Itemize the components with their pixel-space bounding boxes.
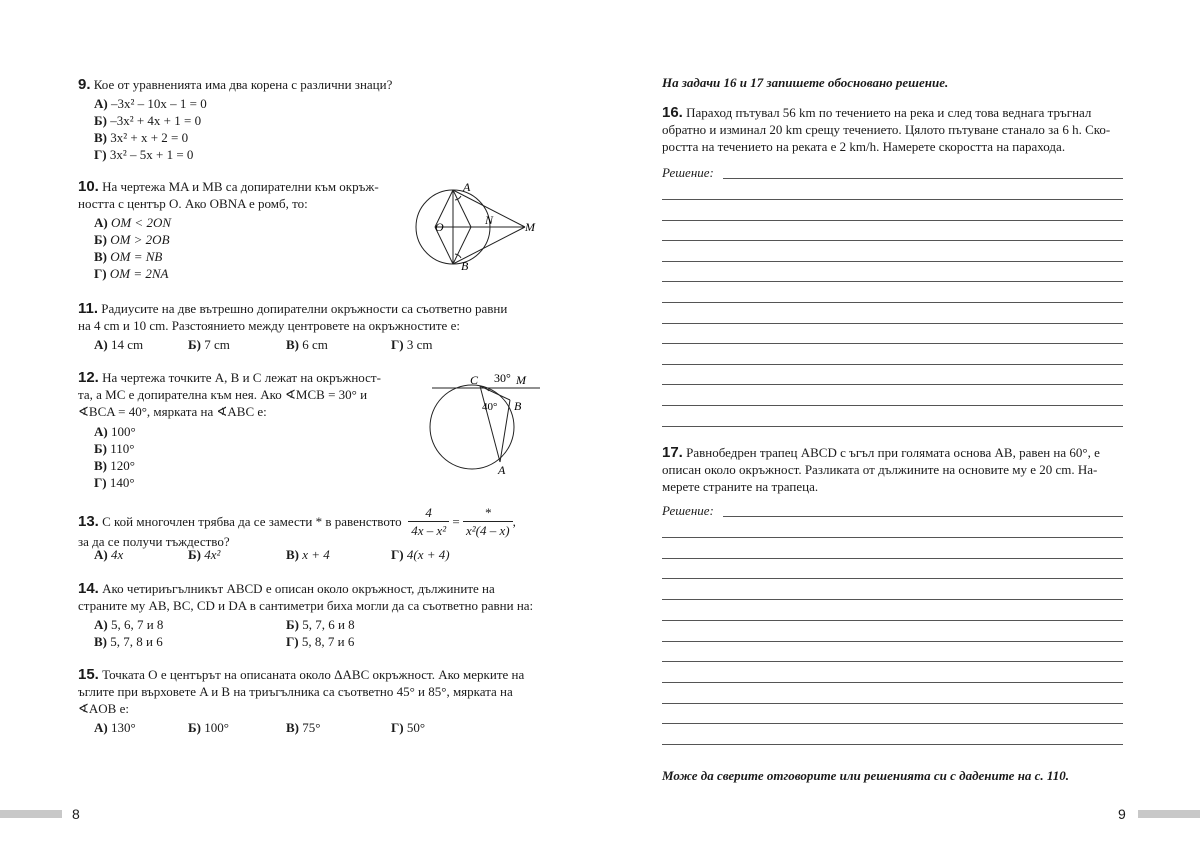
option-d: Г) 3x² – 5x + 1 = 0: [94, 147, 194, 162]
solution-label-16: Решение:: [662, 165, 714, 180]
option-d: Г) 4(x + 4): [391, 547, 450, 562]
option-b: Б) 110°: [94, 441, 135, 456]
question-text-line1: На чертежа MA и MB са допирателни към окръж-: [102, 179, 379, 194]
answer-line[interactable]: [662, 343, 1123, 344]
page-edge-bar: [1138, 810, 1200, 818]
option-a: А) –3x² – 10x – 1 = 0: [94, 96, 207, 111]
label-angle-40: 40°: [482, 401, 498, 413]
label-m: M: [525, 220, 535, 234]
option-c: В) x + 4: [286, 547, 330, 562]
question-text-line3: ∢BCA = 40°, мярката на ∢ABC е:: [78, 404, 267, 419]
option-d: Г) 3 cm: [391, 337, 433, 352]
question-text-line2: ността с център O. Ако OBNA е ромб, то:: [78, 196, 308, 211]
question-16: [662, 104, 1126, 155]
question-text-line2: ъглите при върховете A и B на триъгълника са съответно 45° и 85°, мярката на: [78, 684, 513, 699]
question-text-line3: ∢AOB е:: [78, 701, 129, 716]
question-text-line2: обратно и изминал 20 km срещу течението. Цялото пътуване станало за 6 h. Ско-: [662, 122, 1111, 137]
question-number: 11.: [78, 300, 99, 317]
answer-line[interactable]: [723, 178, 1123, 179]
answer-line[interactable]: [662, 281, 1123, 282]
question-number: 12.: [78, 369, 99, 386]
option-b: Б) 7 cm: [188, 337, 230, 352]
page-number: 9: [1118, 806, 1126, 822]
answer-line[interactable]: [662, 240, 1123, 241]
chord-ca: [480, 386, 500, 462]
q10-options: [94, 214, 171, 282]
option-b: Б) –3x² + 4x + 1 = 0: [94, 113, 202, 128]
question-number: 10.: [78, 178, 99, 195]
question-text-line2: за да се получи тъждество?: [78, 534, 230, 549]
question-text-line2: та, а MC е допирателна към нея. Ако ∢MCB = 30° и: [78, 387, 368, 402]
answer-line[interactable]: [662, 384, 1123, 385]
option-c: В) 120°: [94, 458, 135, 473]
question-10: [78, 178, 379, 212]
label-o: O: [435, 220, 444, 234]
answer-line[interactable]: [723, 516, 1123, 517]
answer-line[interactable]: [662, 220, 1123, 221]
answer-line[interactable]: [662, 558, 1123, 559]
label-b: B: [461, 259, 469, 273]
option-c: В) 6 cm: [286, 337, 328, 352]
question-15: [78, 666, 524, 717]
fraction-right: $\frac{*}{\text{x²(4 – x)}}$: [463, 504, 513, 539]
question-number: 15.: [78, 666, 99, 683]
label-n: N: [485, 213, 494, 227]
answer-line[interactable]: [662, 641, 1123, 642]
question-12: [78, 369, 381, 420]
question-number: 13.: [78, 513, 99, 530]
solution-label-17: Решение:: [662, 503, 714, 518]
option-b: Б) OM > 2OB: [94, 232, 170, 247]
question-text-line3: ростта на течението на реката е 2 km/h. Намерете скоростта на парахода.: [662, 139, 1066, 154]
answer-line[interactable]: [662, 599, 1123, 600]
option-a: А) 5, 6, 7 и 8: [94, 617, 164, 632]
label-a: A: [498, 463, 506, 477]
label-b: B: [514, 399, 522, 413]
option-c: В) 75°: [286, 720, 321, 735]
segment-an: [453, 190, 471, 227]
page-number: 8: [72, 806, 80, 822]
answer-line[interactable]: [662, 620, 1123, 621]
option-a: А) 4x: [94, 547, 124, 562]
question-number: 9.: [78, 76, 91, 93]
option-a: А) OM < 2ON: [94, 215, 172, 230]
q12-diagram: [428, 370, 543, 480]
footer-note: Може да сверите отговорите или решенията си с дадените на с. 110.: [662, 768, 1069, 783]
option-b: Б) 5, 7, 6 и 8: [286, 617, 355, 632]
q10-diagram: [405, 180, 545, 275]
question-text-line1: Равнобедрен трапец ABCD с ъгъл при голямата основа AB, равен на 60°, е: [686, 445, 1100, 460]
question-text-line1: Точката O е центърът на описаната около ΔABC окръжност. Ако мерките на: [102, 667, 525, 682]
instructions-header: На задачи 16 и 17 запишете обосновано решение.: [662, 75, 949, 90]
option-d: Г) OM = 2NA: [94, 266, 169, 281]
question-text-line1: На чертежа точките A, B и C лежат на окръжност-: [102, 370, 381, 385]
answer-line[interactable]: [662, 723, 1123, 724]
answer-line[interactable]: [662, 323, 1123, 324]
question-text: Кое от уравненията има два корена с различни знаци?: [93, 77, 393, 92]
q12-options: [94, 423, 136, 491]
question-number: 16.: [662, 104, 683, 121]
answer-line[interactable]: [662, 302, 1123, 303]
option-a: А) 100°: [94, 424, 136, 439]
label-c: C: [470, 373, 479, 387]
answer-line[interactable]: [662, 199, 1123, 200]
answer-line[interactable]: [662, 537, 1123, 538]
answer-line[interactable]: [662, 578, 1123, 579]
label-m: M: [516, 373, 526, 387]
answer-line[interactable]: [662, 744, 1123, 745]
question-17: [662, 444, 1126, 495]
question-text-line2: описан около окръжност. Разликата от дължините на основите му е 20 cm. На-: [662, 462, 1098, 477]
question-text-line1: Радиусите на две вътрешно допирателни окръжности са съответно равни: [101, 301, 508, 316]
question-9: [78, 76, 392, 93]
option-d: Г) 140°: [94, 475, 135, 490]
answer-line[interactable]: [662, 682, 1123, 683]
option-b: Б) 100°: [188, 720, 229, 735]
answer-line[interactable]: [662, 661, 1123, 662]
page-edge-bar: [0, 810, 62, 818]
answer-line[interactable]: [662, 703, 1123, 704]
option-c: В) 3x² + x + 2 = 0: [94, 130, 189, 145]
question-text-line1: С кой многочлен трябва да се замести * в равенството: [102, 514, 402, 529]
fraction-left: $\frac{4}{\text{4x – x²}}$: [408, 504, 449, 539]
q9-options: [94, 95, 207, 163]
question-text-line3: мерете страните на трапеца.: [662, 479, 819, 494]
question-11: [78, 300, 507, 334]
question-number: 14.: [78, 580, 99, 597]
label-a: A: [463, 180, 471, 194]
question-text-line2: на 4 cm и 10 cm. Разстоянието между центровете на окръжностите е:: [78, 318, 460, 333]
option-a: А) 130°: [94, 720, 136, 735]
right-page: [600, 0, 1200, 862]
question-text-line1: Параход пътувал 56 km по течението на река и след това веднага тръгнал: [686, 105, 1092, 120]
question-14: [78, 580, 533, 614]
question-13: 13. С кой многочлен трябва да се замести * в равенството $\frac{4}{\text{4x – x²}}$ = $\frac{*}{\text{x²(4 – x)}}$ , за да се получи тъждество?: [78, 505, 516, 549]
option-c: В) 5, 7, 8 и 6: [94, 634, 163, 649]
option-a: А) 14 cm: [94, 337, 144, 352]
answer-line[interactable]: [662, 426, 1123, 427]
label-angle-30: 30°: [494, 371, 511, 385]
question-number: 17.: [662, 444, 683, 461]
answer-line[interactable]: [662, 364, 1123, 365]
question-text-line1: Ако четириъгълникът ABCD е описан около окръжност, дължините на: [102, 581, 495, 596]
option-d: Г) 5, 8, 7 и 6: [286, 634, 355, 649]
answer-line[interactable]: [662, 261, 1123, 262]
option-b: Б) 4x²: [188, 547, 221, 562]
answer-line[interactable]: [662, 405, 1123, 406]
question-text-line2: страните му AB, BC, CD и DA в сантиметри биха могли да са съответно равни на:: [78, 598, 534, 613]
option-c: В) OM = NB: [94, 249, 163, 264]
option-d: Г) 50°: [391, 720, 426, 735]
